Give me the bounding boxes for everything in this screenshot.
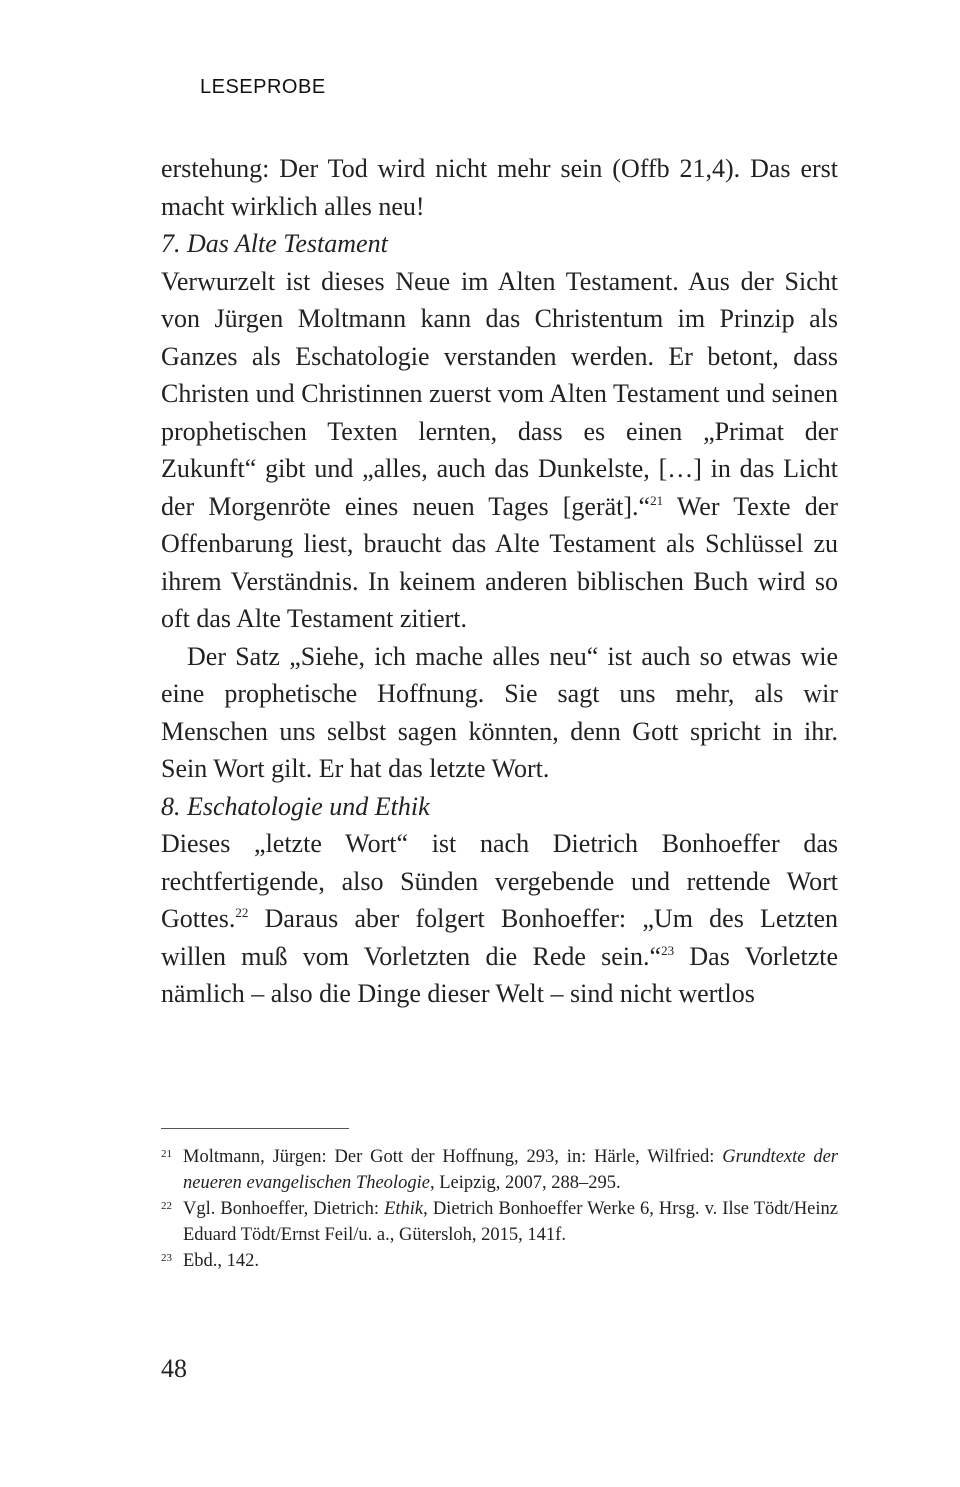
paragraph-3: Der Satz „Siehe, ich mache alles neu“ ist auch so etwas wie eine prophetische Hoffnung. Sie sagt uns mehr, als wir Menschen uns selbst sagen könnten, denn Gott spricht in ihr. Sein Wort gilt. Er hat das letzte Wort.: [161, 641, 838, 783]
footnote-text: Ebd., 142.: [183, 1251, 260, 1271]
footnote-number: 23: [161, 1252, 172, 1264]
footnote-title: Grundtexte der neueren evangelischen Theologie: [183, 1147, 838, 1193]
footnote-number: 22: [161, 1200, 172, 1212]
section-heading-8: 8. Eschatologie und Ethik: [161, 791, 430, 821]
footnote-divider: [161, 1128, 349, 1129]
page-header-label: LESEPROBE: [200, 76, 326, 98]
footnote-text-part: Moltmann, Jürgen: Der Gott der Hoffnung, 293, in: Härle, Wilfried:: [183, 1147, 723, 1167]
footnote-text: [183, 1144, 838, 1196]
footnote-21: [161, 1144, 838, 1196]
footnote-title: Ethik: [384, 1199, 424, 1219]
footnote-22: [161, 1196, 838, 1248]
paragraph-2-part-a: Verwurzelt ist dieses Neue im Alten Testament. Aus der Sicht von Jürgen Moltmann kann das Christentum im Prinzip als Ganzes als Eschatologie verstanden werden. Er betont, dass Christen und Christinnen zuerst vom Alten Testament und seinen prophetischen Texten lernten, dass es einen „Primat der Zukunft“ gibt und „alles, auch das Dunkelste, […] in das Licht der Morgenröte eines neuen Tages [gerät].“: [161, 266, 838, 521]
footnote-text-part: , Leipzig, 2007, 288–295.: [429, 1173, 621, 1193]
footnote-text-part: , Dietrich Bonhoeffer Werke 6, Hrsg. v. Ilse Tödt/Heinz Eduard Tödt/Ernst Feil/u. a., Gütersloh, 2015, 141f.: [183, 1199, 838, 1245]
footnote-text: [183, 1196, 838, 1248]
paragraph-2-part-b: Wer Texte der Offenbarung liest, braucht das Alte Testament als Schlüssel zu ihrem Verständnis. In keinem anderen biblischen Buch wird so oft das Alte Testament zitiert.: [161, 491, 838, 633]
paragraph-4-part-b: Daraus aber folgert Bonhoeffer: „Um des Letzten willen muß vom Vorletzten die Rede sein.“: [161, 904, 838, 971]
footnote-ref-23: 23: [661, 942, 675, 958]
footnote-23: [161, 1248, 838, 1274]
section-heading-7: 7. Das Alte Testament: [161, 229, 388, 258]
footnotes: [161, 1144, 838, 1274]
paragraph-1: erstehung: Der Tod wird nicht mehr sein (Offb 21,4). Das erst macht wirklich alles neu!: [161, 154, 838, 221]
paragraph-4: [161, 825, 838, 1013]
footnote-number: 21: [161, 1148, 172, 1160]
footnote-ref-22: 22: [235, 905, 249, 920]
paragraph-4-part-a: Dieses „letzte Wort“ ist nach Dietrich Bonhoeffer das rechtfertigende, also Sünden vergebende und rettende Wort Gottes.: [161, 829, 838, 933]
page-number: 48: [161, 1354, 187, 1383]
footnote-text-part: Vgl. Bonhoeffer, Dietrich:: [183, 1199, 385, 1219]
main-text: [161, 150, 838, 1013]
paragraph-4-part-c: Das Vorletzte nämlich – also die Dinge dieser Welt – sind nicht wertlos: [161, 941, 838, 1008]
footnote-ref-21: 21: [650, 492, 664, 508]
paragraph-2: [161, 263, 838, 638]
